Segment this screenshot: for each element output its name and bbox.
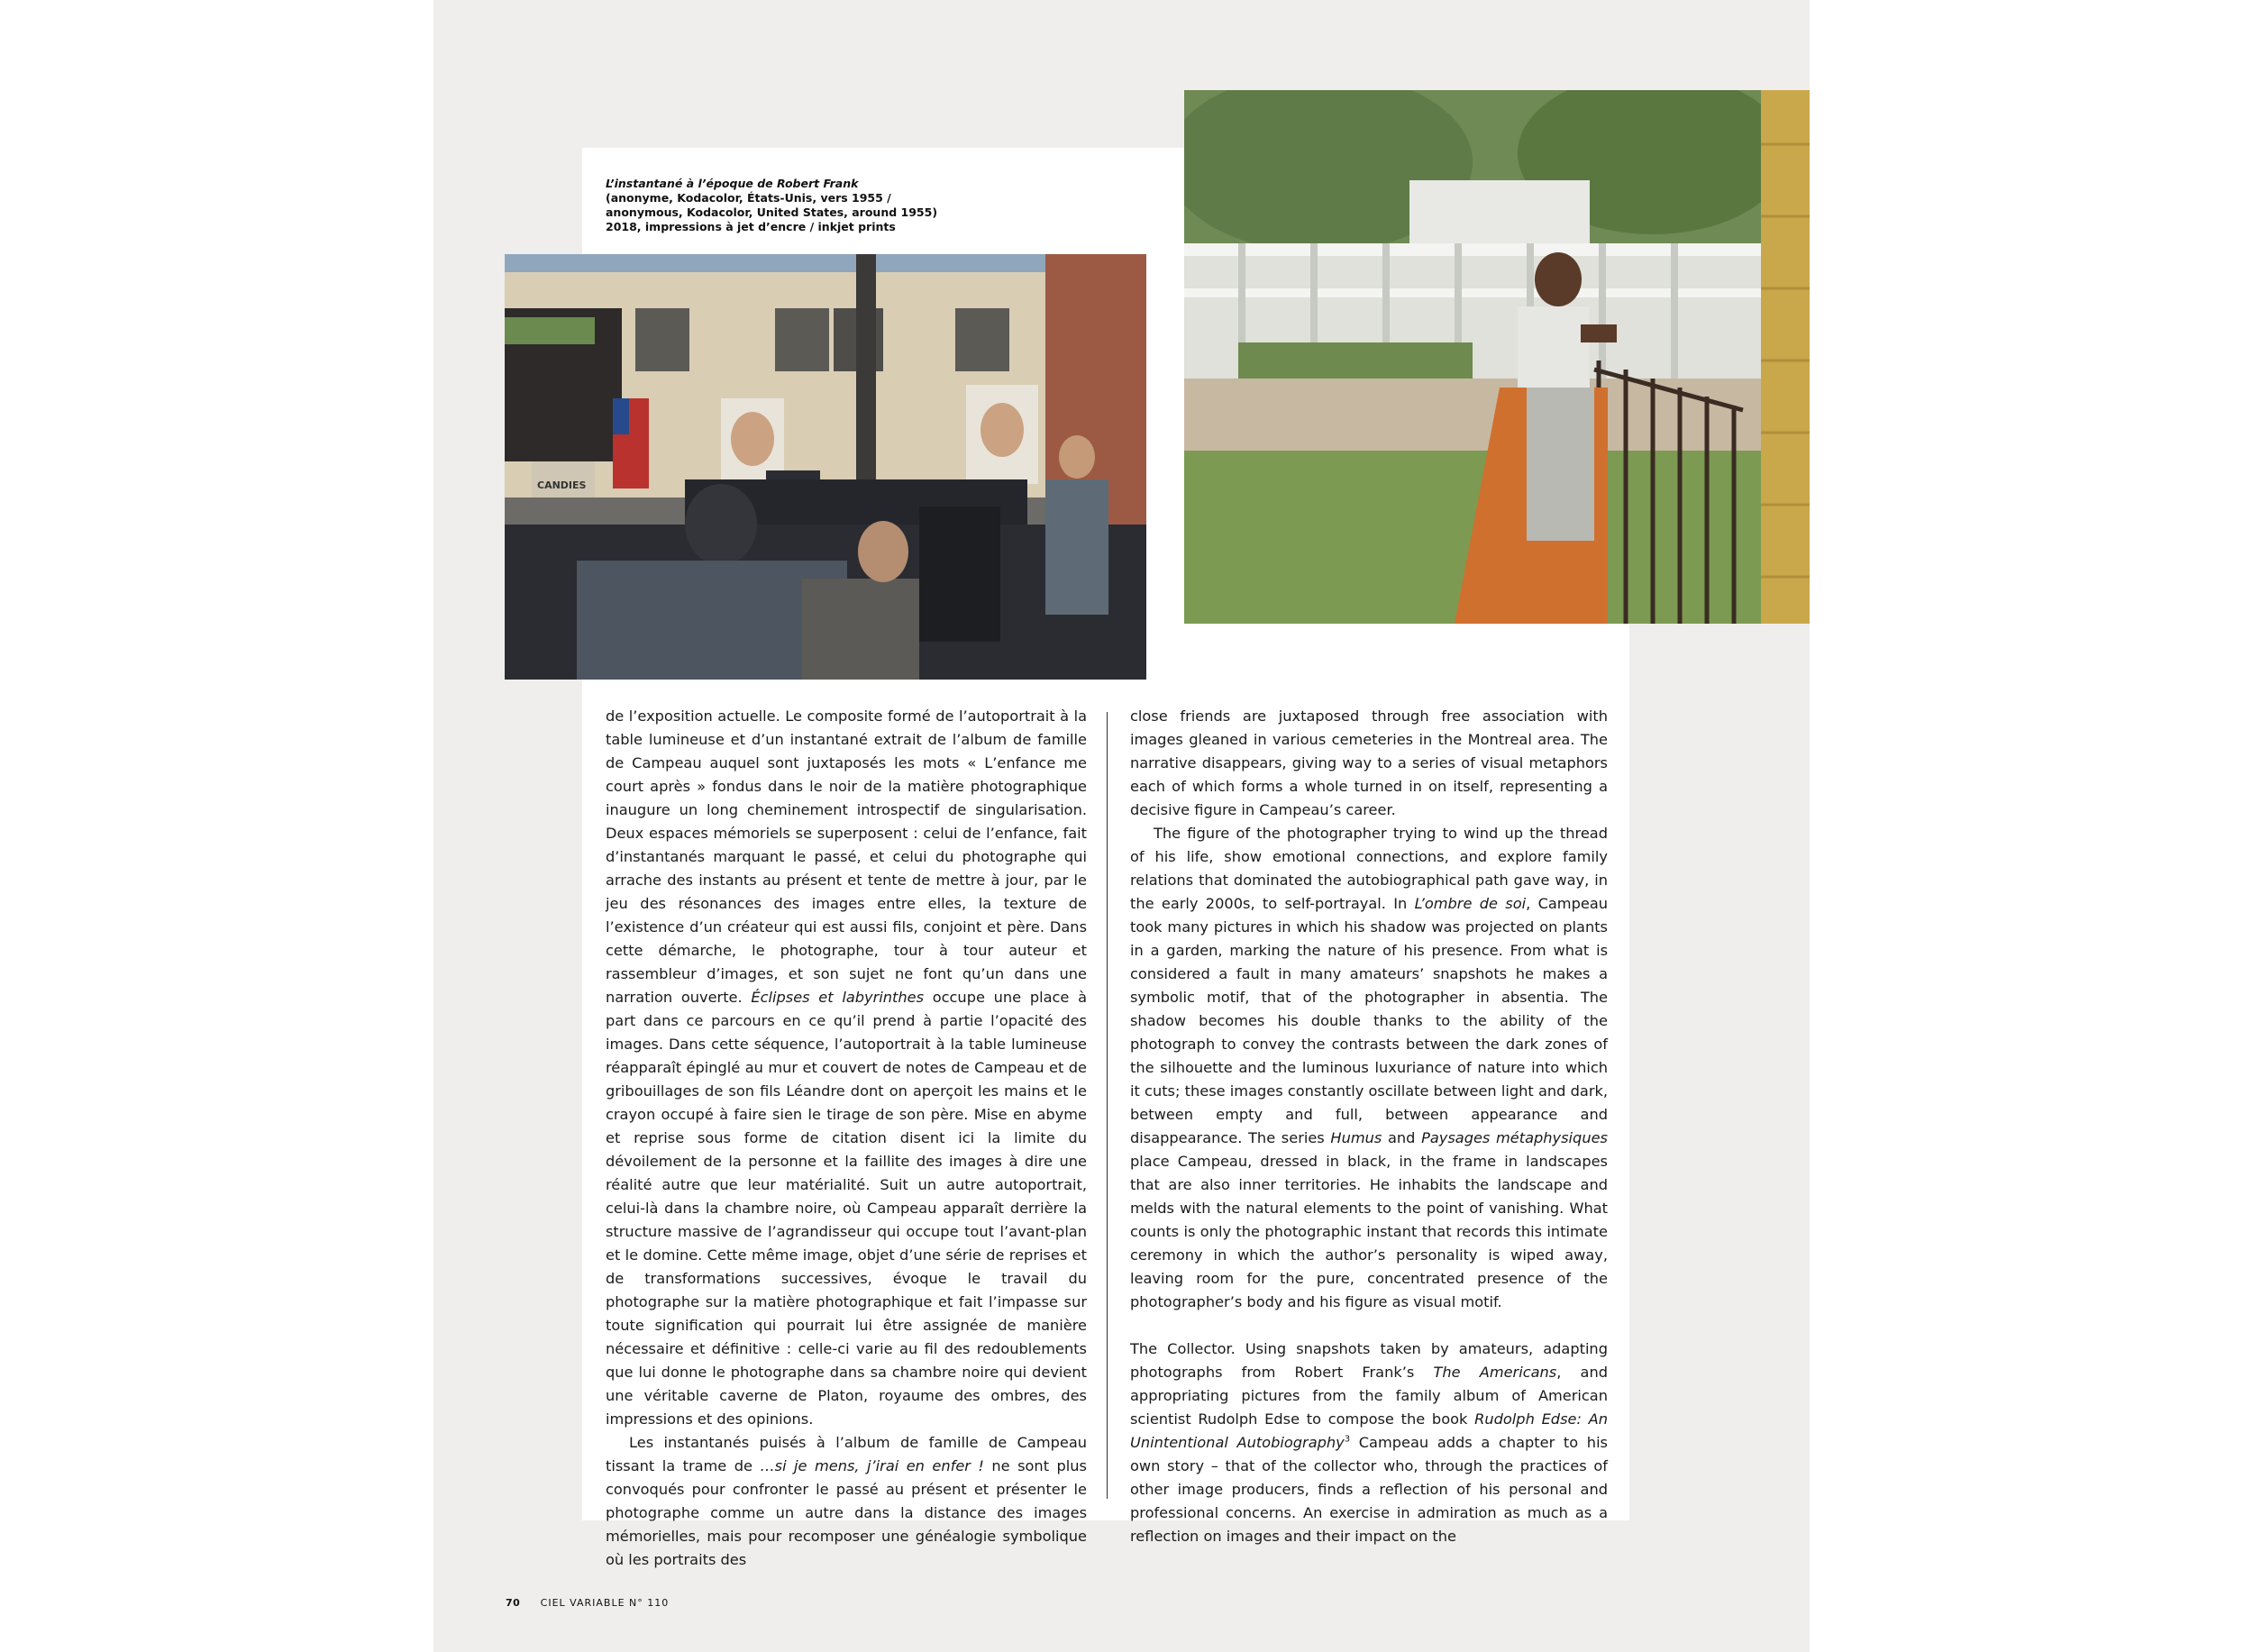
paragraph-text: de l’exposition actuelle. Le composite formé de l’autoportrait à la table lumineuse et d’un instantané extrait de l’album de famille de Campeau auquel sont juxtaposés les mots « L’enfance me court après » fondus dans le noir de la matière photographique inaugure un long cheminement introspectif de singularisation. Deux espaces mémoriels se superposent : celui de l’enfance, fait d’instantanés marquant le passé, et celui du photographe qui arrache des instants au présent et tente de mettre à jour, par le jeu des résonances des images entre elles, la texture de l’existence d’un créateur qui est aussi fils, conjoint et père. Dans cette démarche, le photographe, tour à tour auteur et rassembleur d’images, et son sujet ne font qu’un dans une narration ouverte. [606,707,1087,1006]
paragraph-text: occupe une place à part dans ce parcours en ce qu’il prend à partie l’opacité des images. Dans cette séquence, l’autoportrait à la table lumineuse réapparaît épinglé au mur et couvert de notes de Campeau et de gribouillages de son fils Léandre dont on aperçoit les mains et le crayon occupé à faire sien le tirage de son père. Mise en abyme et reprise sous forme de citation disent ici la limite du dévoilement de la personne et la faillite des images à dire une réalité autre que leur matérialité. Suit un autre autoportrait, celui-là dans la chambre noire, où Campeau apparaît derrière la structure massive de l’agrandisseur qui occupe tout l’avant-plan et le domine. Cette même image, objet d’une série de reprises et de transformations successives, évoque le travail du photographe sur la matière photographique et fait l’impasse sur toute signification qui pourrait lui être assignée de manière nécessaire et définitive : celle-ci varie au fil des redoublements que lui donne le photographe dans sa chambre noire qui devient une véritable caverne de Platon, royaume des ombres, des impressions et des opinions. [606,989,1088,1428]
work-title: L’ombre de soi [1414,895,1527,912]
work-title: Rudolph Edse: An Unintentional Autobiography [1130,1410,1608,1451]
paragraph [606,1431,1087,1572]
rally-photo [505,254,1146,680]
paragraph: close friends are juxtaposed through free association with images gleaned in various cemeteries in the Montreal area. The narrative disappears, giving way to a series of visual metaphors each of which forms a whole turned in on itself, representing a decisive figure in Campeau’s career. [1130,707,1608,818]
column-divider [1107,712,1108,1499]
caption-title: L’instantané à l’époque de Robert Frank [606,177,859,190]
paragraph [606,705,1087,1431]
work-title: Humus [1330,1129,1382,1146]
article-column-french [606,705,1087,1572]
paragraph-text: , and appropriating pictures from the family album of American scientist Rudolph Edse to compose the book [1130,1364,1608,1428]
caption-line: anonymous, Kodacolor, United States, around 1955) [606,205,938,219]
rally-photo-illustration [505,254,1146,680]
candies-sign: CANDIES [537,479,587,491]
paragraph-text: ne sont plus convoqués pour confronter le passé au présent et présenter le photographe comme un autre dans la distance des images mémorielles, mais pour recomposer une généalogie symbolique où les portraits des [606,1457,1087,1568]
paragraph [1130,1337,1608,1548]
article-column-english [1130,705,1608,1548]
page-footer [506,1597,669,1609]
photo-caption [606,177,984,234]
section-lead: The Collector. [1130,1340,1236,1357]
paragraph-text: Les instantanés puisés à l’album de famille de Campeau tissant la trame de [606,1434,1087,1474]
paragraph [1130,822,1608,1314]
caption-line: (anonyme, Kodacolor, États-Unis, vers 1955 / [606,191,891,205]
garden-photo [1184,90,1810,624]
caption-line: 2018, impressions à jet d’encre / inkjet prints [606,220,896,233]
work-title: The Americans [1433,1364,1557,1381]
garden-photo-illustration [1184,90,1810,624]
magazine-issue: CIEL VARIABLE N° 110 [540,1597,670,1609]
work-title: …si je mens, j’irai en enfer ! [760,1457,984,1474]
footnote-ref[interactable]: 3 [1344,1434,1351,1445]
work-title: Paysages métaphysiques [1421,1129,1608,1146]
work-title: Éclipses et labyrinthes [751,989,925,1006]
paragraph-text: Campeau adds a chapter to his own story – that of the collector who, through the practices of other image producers, finds a reflection of his personal and professional concerns. An exercise in admiration as much as a reflection on images and their impact on the [1130,1434,1608,1545]
paragraph-text: and [1382,1129,1422,1146]
paragraph-text: , Campeau took many pictures in which his shadow was projected on plants in a garden, marking the nature of his presence. From what is considered a fault in many amateurs’ snapshots he makes a symbolic motif, that of the photographer in absentia. The shadow becomes his double thanks to the ability of the photograph to convey the contrasts between the dark zones of the silhouette and the luminous luxuriance of nature into which it cuts; these images constantly oscillate between light and dark, between empty and full, between appearance and disappearance. The series [1130,895,1608,1146]
paragraph-text: place Campeau, dressed in black, in the frame in landscapes that are also inner territories. He inhabits the landscape and melds with the natural elements to the point of vanishing. What counts is only the photographic instant that records this intimate ceremony in which the author’s personality is wiped away, leaving room for the pure, concentrated presence of the photographer’s body and his figure as visual motif. [1130,1153,1608,1310]
page-number: 70 [506,1597,521,1609]
paragraph-text: The figure of the photographer trying to wind up the thread of his life, show emotional connections, and explore family relations that dominated the autobiographical path gave way, in the early 2000s, to self-portrayal. In [1130,825,1608,912]
paragraph-text: Using snapshots taken by amateurs, adapting photographs from Robert Frank’s [1130,1340,1608,1381]
